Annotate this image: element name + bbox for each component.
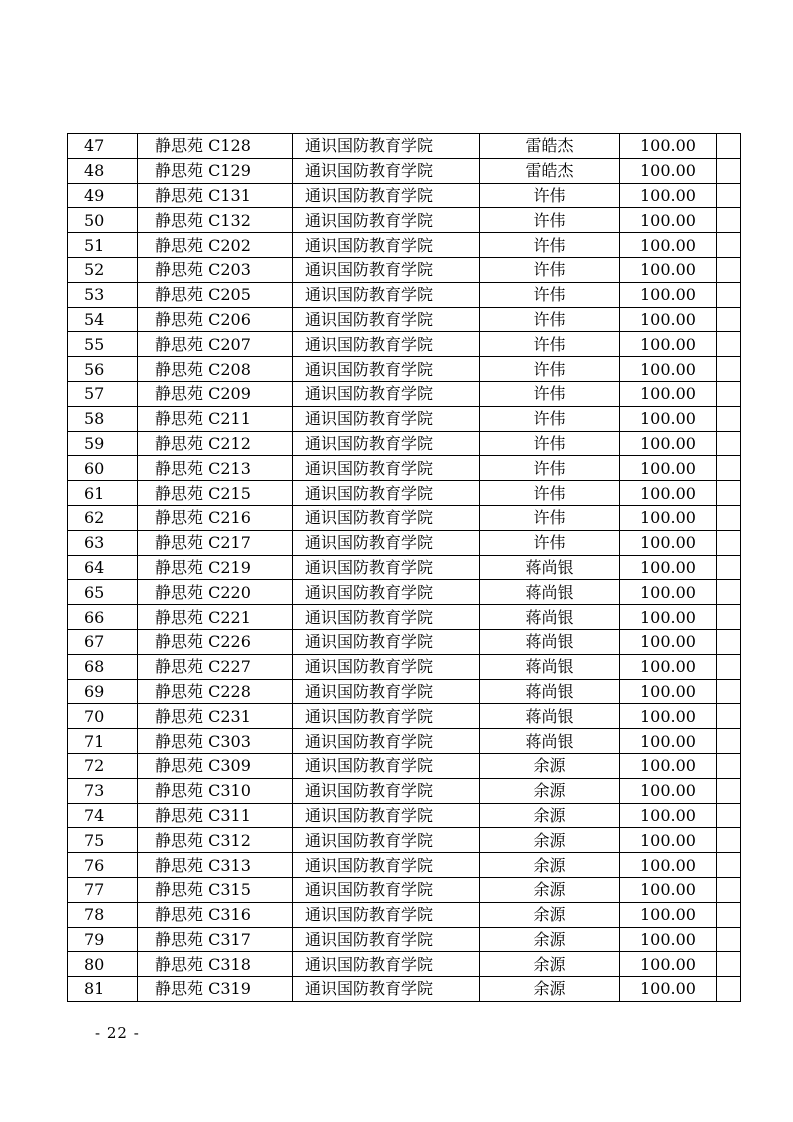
- college-cell: 通识国防教育学院: [293, 654, 480, 679]
- college-cell: 通识国防教育学院: [293, 406, 480, 431]
- note-cell: [717, 332, 741, 357]
- person-cell: 许伟: [480, 530, 620, 555]
- room-cell: 静思苑 C227: [138, 654, 293, 679]
- college-cell: 通识国防教育学院: [293, 481, 480, 506]
- person-cell: 蒋尚银: [480, 654, 620, 679]
- note-cell: [717, 778, 741, 803]
- person-cell: 许伟: [480, 406, 620, 431]
- room-cell: 静思苑 C220: [138, 580, 293, 605]
- room-cell: 静思苑 C312: [138, 828, 293, 853]
- row-number: 75: [68, 828, 138, 853]
- table-row: [68, 828, 741, 853]
- note-cell: [717, 580, 741, 605]
- college-cell: 通识国防教育学院: [293, 208, 480, 233]
- row-number: 60: [68, 456, 138, 481]
- score-cell: 100.00: [620, 753, 717, 778]
- room-cell: 静思苑 C215: [138, 481, 293, 506]
- room-cell: 静思苑 C213: [138, 456, 293, 481]
- note-cell: [717, 158, 741, 183]
- score-cell: 100.00: [620, 679, 717, 704]
- person-cell: 许伟: [480, 183, 620, 208]
- table-row: [68, 406, 741, 431]
- score-cell: 100.00: [620, 307, 717, 332]
- score-cell: 100.00: [620, 332, 717, 357]
- score-cell: 100.00: [620, 456, 717, 481]
- table-row: [68, 580, 741, 605]
- row-number: 69: [68, 679, 138, 704]
- score-cell: 100.00: [620, 208, 717, 233]
- row-number: 76: [68, 853, 138, 878]
- room-cell: 静思苑 C203: [138, 257, 293, 282]
- note-cell: [717, 208, 741, 233]
- note-cell: [717, 629, 741, 654]
- person-cell: 许伟: [480, 381, 620, 406]
- row-number: 55: [68, 332, 138, 357]
- person-cell: 余源: [480, 877, 620, 902]
- table-row: [68, 530, 741, 555]
- person-cell: 许伟: [480, 307, 620, 332]
- room-cell: 静思苑 C132: [138, 208, 293, 233]
- row-number: 50: [68, 208, 138, 233]
- score-cell: 100.00: [620, 381, 717, 406]
- note-cell: [717, 530, 741, 555]
- room-cell: 静思苑 C209: [138, 381, 293, 406]
- row-number: 51: [68, 233, 138, 258]
- table-body: [68, 134, 741, 1002]
- room-cell: 静思苑 C219: [138, 555, 293, 580]
- table-row: [68, 158, 741, 183]
- room-cell: 静思苑 C221: [138, 605, 293, 630]
- person-cell: 许伟: [480, 505, 620, 530]
- note-cell: [717, 877, 741, 902]
- person-cell: 蒋尚银: [480, 605, 620, 630]
- room-cell: 静思苑 C206: [138, 307, 293, 332]
- college-cell: 通识国防教育学院: [293, 357, 480, 382]
- person-cell: 蒋尚银: [480, 704, 620, 729]
- room-cell: 静思苑 C211: [138, 406, 293, 431]
- score-cell: 100.00: [620, 555, 717, 580]
- college-cell: 通识国防教育学院: [293, 877, 480, 902]
- room-cell: 静思苑 C310: [138, 778, 293, 803]
- row-number: 58: [68, 406, 138, 431]
- person-cell: 许伟: [480, 431, 620, 456]
- row-number: 48: [68, 158, 138, 183]
- person-cell: 雷皓杰: [480, 134, 620, 159]
- table-row: [68, 605, 741, 630]
- table-row: [68, 729, 741, 754]
- room-cell: 静思苑 C317: [138, 927, 293, 952]
- college-cell: 通识国防教育学院: [293, 580, 480, 605]
- score-cell: 100.00: [620, 977, 717, 1002]
- score-cell: 100.00: [620, 803, 717, 828]
- college-cell: 通识国防教育学院: [293, 456, 480, 481]
- note-cell: [717, 977, 741, 1002]
- score-cell: 100.00: [620, 605, 717, 630]
- table-row: [68, 257, 741, 282]
- college-cell: 通识国防教育学院: [293, 977, 480, 1002]
- table-row: [68, 977, 741, 1002]
- note-cell: [717, 952, 741, 977]
- row-number: 49: [68, 183, 138, 208]
- person-cell: 蒋尚银: [480, 679, 620, 704]
- room-cell: 静思苑 C309: [138, 753, 293, 778]
- score-cell: 100.00: [620, 406, 717, 431]
- table-row: [68, 134, 741, 159]
- table-row: [68, 381, 741, 406]
- college-cell: 通识国防教育学院: [293, 233, 480, 258]
- note-cell: [717, 505, 741, 530]
- table-row: [68, 208, 741, 233]
- row-number: 80: [68, 952, 138, 977]
- table-row: [68, 902, 741, 927]
- college-cell: 通识国防教育学院: [293, 828, 480, 853]
- row-number: 77: [68, 877, 138, 902]
- person-cell: 余源: [480, 927, 620, 952]
- score-cell: 100.00: [620, 505, 717, 530]
- college-cell: 通识国防教育学院: [293, 704, 480, 729]
- person-cell: 蒋尚银: [480, 729, 620, 754]
- table-row: [68, 282, 741, 307]
- row-number: 52: [68, 257, 138, 282]
- score-cell: 100.00: [620, 183, 717, 208]
- table-row: [68, 778, 741, 803]
- note-cell: [717, 828, 741, 853]
- row-number: 72: [68, 753, 138, 778]
- table-row: [68, 877, 741, 902]
- row-number: 54: [68, 307, 138, 332]
- note-cell: [717, 902, 741, 927]
- person-cell: 许伟: [480, 481, 620, 506]
- score-cell: 100.00: [620, 902, 717, 927]
- row-number: 63: [68, 530, 138, 555]
- table-row: [68, 357, 741, 382]
- college-cell: 通识国防教育学院: [293, 257, 480, 282]
- college-cell: 通识国防教育学院: [293, 729, 480, 754]
- room-cell: 静思苑 C226: [138, 629, 293, 654]
- score-cell: 100.00: [620, 654, 717, 679]
- note-cell: [717, 381, 741, 406]
- row-number: 59: [68, 431, 138, 456]
- person-cell: 余源: [480, 753, 620, 778]
- table-row: [68, 952, 741, 977]
- row-number: 64: [68, 555, 138, 580]
- college-cell: 通识国防教育学院: [293, 505, 480, 530]
- table-row: [68, 431, 741, 456]
- person-cell: 余源: [480, 853, 620, 878]
- table-row: [68, 853, 741, 878]
- person-cell: 许伟: [480, 282, 620, 307]
- note-cell: [717, 307, 741, 332]
- college-cell: 通识国防教育学院: [293, 555, 480, 580]
- row-number: 66: [68, 605, 138, 630]
- college-cell: 通识国防教育学院: [293, 431, 480, 456]
- score-cell: 100.00: [620, 580, 717, 605]
- score-cell: 100.00: [620, 431, 717, 456]
- score-cell: 100.00: [620, 530, 717, 555]
- table-row: [68, 332, 741, 357]
- note-cell: [717, 357, 741, 382]
- table-row: [68, 803, 741, 828]
- note-cell: [717, 555, 741, 580]
- person-cell: 许伟: [480, 208, 620, 233]
- college-cell: 通识国防教育学院: [293, 753, 480, 778]
- note-cell: [717, 431, 741, 456]
- table-row: [68, 679, 741, 704]
- score-cell: 100.00: [620, 233, 717, 258]
- college-cell: 通识国防教育学院: [293, 134, 480, 159]
- note-cell: [717, 679, 741, 704]
- score-cell: 100.00: [620, 357, 717, 382]
- room-cell: 静思苑 C205: [138, 282, 293, 307]
- note-cell: [717, 282, 741, 307]
- person-cell: 许伟: [480, 357, 620, 382]
- room-cell: 静思苑 C228: [138, 679, 293, 704]
- person-cell: 蒋尚银: [480, 580, 620, 605]
- college-cell: 通识国防教育学院: [293, 183, 480, 208]
- person-cell: 许伟: [480, 456, 620, 481]
- table-row: [68, 456, 741, 481]
- table-row: [68, 505, 741, 530]
- college-cell: 通识国防教育学院: [293, 158, 480, 183]
- note-cell: [717, 406, 741, 431]
- person-cell: 蒋尚银: [480, 555, 620, 580]
- table-row: [68, 481, 741, 506]
- person-cell: 许伟: [480, 233, 620, 258]
- score-cell: 100.00: [620, 952, 717, 977]
- person-cell: 余源: [480, 952, 620, 977]
- table-row: [68, 753, 741, 778]
- note-cell: [717, 803, 741, 828]
- score-cell: 100.00: [620, 629, 717, 654]
- room-cell: 静思苑 C207: [138, 332, 293, 357]
- score-cell: 100.00: [620, 828, 717, 853]
- room-cell: 静思苑 C303: [138, 729, 293, 754]
- row-number: 73: [68, 778, 138, 803]
- room-cell: 静思苑 C216: [138, 505, 293, 530]
- note-cell: [717, 853, 741, 878]
- score-cell: 100.00: [620, 853, 717, 878]
- person-cell: 余源: [480, 828, 620, 853]
- table-row: [68, 654, 741, 679]
- note-cell: [717, 729, 741, 754]
- room-cell: 静思苑 C129: [138, 158, 293, 183]
- room-cell: 静思苑 C217: [138, 530, 293, 555]
- college-cell: 通识国防教育学院: [293, 803, 480, 828]
- row-number: 71: [68, 729, 138, 754]
- row-number: 68: [68, 654, 138, 679]
- person-cell: 余源: [480, 803, 620, 828]
- row-number: 70: [68, 704, 138, 729]
- score-cell: 100.00: [620, 158, 717, 183]
- person-cell: 余源: [480, 902, 620, 927]
- room-cell: 静思苑 C311: [138, 803, 293, 828]
- table-row: [68, 629, 741, 654]
- room-cell: 静思苑 C313: [138, 853, 293, 878]
- note-cell: [717, 134, 741, 159]
- college-cell: 通识国防教育学院: [293, 902, 480, 927]
- person-cell: 蒋尚银: [480, 629, 620, 654]
- note-cell: [717, 257, 741, 282]
- room-cell: 静思苑 C315: [138, 877, 293, 902]
- note-cell: [717, 481, 741, 506]
- table-row: [68, 927, 741, 952]
- college-cell: 通识国防教育学院: [293, 853, 480, 878]
- note-cell: [717, 183, 741, 208]
- row-number: 62: [68, 505, 138, 530]
- score-cell: 100.00: [620, 134, 717, 159]
- note-cell: [717, 456, 741, 481]
- row-number: 53: [68, 282, 138, 307]
- row-number: 47: [68, 134, 138, 159]
- score-cell: 100.00: [620, 481, 717, 506]
- note-cell: [717, 927, 741, 952]
- score-cell: 100.00: [620, 778, 717, 803]
- room-cell: 静思苑 C128: [138, 134, 293, 159]
- row-number: 67: [68, 629, 138, 654]
- room-cell: 静思苑 C202: [138, 233, 293, 258]
- college-cell: 通识国防教育学院: [293, 679, 480, 704]
- row-number: 56: [68, 357, 138, 382]
- college-cell: 通识国防教育学院: [293, 778, 480, 803]
- college-cell: 通识国防教育学院: [293, 605, 480, 630]
- score-cell: 100.00: [620, 704, 717, 729]
- college-cell: 通识国防教育学院: [293, 952, 480, 977]
- note-cell: [717, 704, 741, 729]
- score-cell: 100.00: [620, 282, 717, 307]
- college-cell: 通识国防教育学院: [293, 307, 480, 332]
- room-cell: 静思苑 C208: [138, 357, 293, 382]
- table-row: [68, 183, 741, 208]
- dormitory-score-table: [67, 133, 741, 1002]
- college-cell: 通识国防教育学院: [293, 530, 480, 555]
- note-cell: [717, 654, 741, 679]
- score-cell: 100.00: [620, 257, 717, 282]
- college-cell: 通识国防教育学院: [293, 629, 480, 654]
- row-number: 81: [68, 977, 138, 1002]
- person-cell: 雷皓杰: [480, 158, 620, 183]
- score-cell: 100.00: [620, 729, 717, 754]
- person-cell: 余源: [480, 977, 620, 1002]
- row-number: 57: [68, 381, 138, 406]
- score-cell: 100.00: [620, 877, 717, 902]
- row-number: 74: [68, 803, 138, 828]
- table-row: [68, 704, 741, 729]
- row-number: 61: [68, 481, 138, 506]
- row-number: 78: [68, 902, 138, 927]
- room-cell: 静思苑 C212: [138, 431, 293, 456]
- college-cell: 通识国防教育学院: [293, 927, 480, 952]
- room-cell: 静思苑 C131: [138, 183, 293, 208]
- person-cell: 余源: [480, 778, 620, 803]
- note-cell: [717, 753, 741, 778]
- person-cell: 许伟: [480, 332, 620, 357]
- row-number: 65: [68, 580, 138, 605]
- room-cell: 静思苑 C231: [138, 704, 293, 729]
- college-cell: 通识国防教育学院: [293, 381, 480, 406]
- score-cell: 100.00: [620, 927, 717, 952]
- college-cell: 通识国防教育学院: [293, 282, 480, 307]
- college-cell: 通识国防教育学院: [293, 332, 480, 357]
- row-number: 79: [68, 927, 138, 952]
- page-number: - 22 -: [95, 1024, 140, 1042]
- table-row: [68, 307, 741, 332]
- room-cell: 静思苑 C318: [138, 952, 293, 977]
- person-cell: 许伟: [480, 257, 620, 282]
- note-cell: [717, 605, 741, 630]
- table-row: [68, 555, 741, 580]
- room-cell: 静思苑 C319: [138, 977, 293, 1002]
- room-cell: 静思苑 C316: [138, 902, 293, 927]
- table-row: [68, 233, 741, 258]
- note-cell: [717, 233, 741, 258]
